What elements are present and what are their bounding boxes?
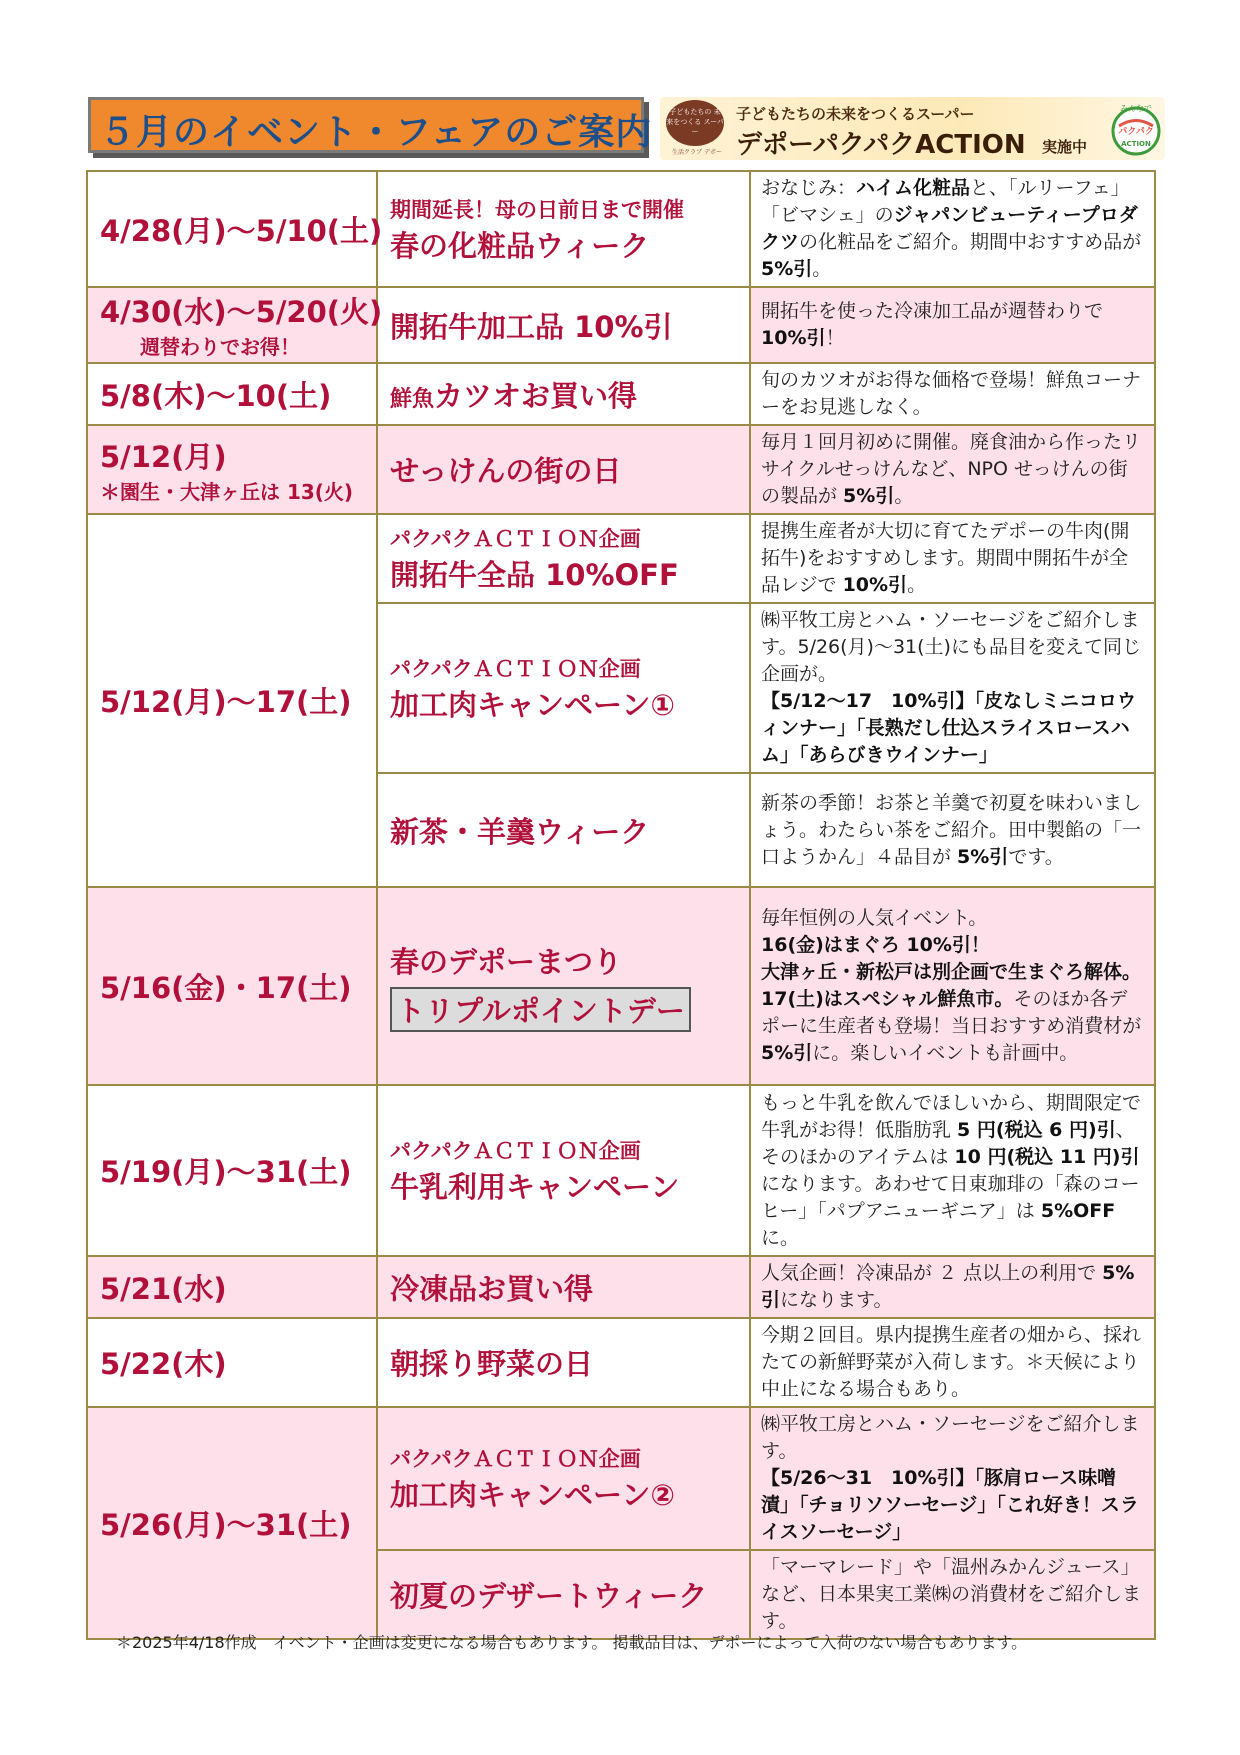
- store-logo: [666, 100, 726, 156]
- date-cell: [87, 171, 383, 287]
- event-name-cell: [377, 287, 750, 363]
- event-date: 4/30(水)～5/20(火): [100, 295, 383, 329]
- event-description: 旬のカツオがお得な価格で登場！鮮魚コーナーをお見逃しなく。: [750, 363, 1155, 425]
- date-cell: [87, 363, 377, 425]
- footer-note: ＊2025年4/18作成 イベント・企画は変更になる場合もあります。 掲載品目は、デポーによって入荷のない場合もあります。: [116, 1633, 1028, 1652]
- event-name-cell: [377, 773, 750, 887]
- event-title: 朝採り野菜の日: [390, 1347, 594, 1381]
- date-cell: [87, 425, 377, 514]
- banner-subtitle: 子どもたちの未来をつくるスーパー: [736, 105, 975, 123]
- event-description: 提携生産者が大切に育てたデポーの牛肉(開拓牛)をおすすめします。期間中開拓牛が全品レジで 10%引。: [750, 514, 1155, 603]
- table-row: [87, 1318, 1155, 1407]
- event-name-cell: [377, 1550, 750, 1639]
- table-row: [87, 1407, 1155, 1550]
- event-title: 春のデポーまつり: [390, 945, 623, 979]
- event-name-cell: [377, 1318, 750, 1407]
- event-date: 4/28(月)～5/10(土): [100, 213, 383, 248]
- event-name-cell: [377, 603, 750, 773]
- event-name-cell: [377, 171, 750, 287]
- icon-mid-text: パクパク: [1118, 127, 1154, 137]
- banner-main-text: デポーパクパクACTION: [736, 130, 1026, 160]
- event-description: 新茶の季節！お茶と羊羹で初夏を味わいましょう。わたらい茶をご紹介。田中製餡の「一口ようかん」４品目が 5%引です。: [750, 773, 1155, 887]
- event-subtitle: パクパクＡＣＴＩＯＮ企画: [390, 1139, 641, 1163]
- page-title-box: [88, 97, 653, 153]
- icon-bottom-text: ACTION: [1121, 140, 1151, 148]
- event-description: もっと牛乳を飲んでほしいから、期間限定で牛乳がお得！低脂肪乳 5 円(税込 6 円)引、そのほかのアイテムは 10 円(税込 11 円)引になります。あわせて日東珈琲の「森のコーヒー」「パプアニューギニア」は 5%OFF に。: [750, 1085, 1155, 1256]
- table-row: [87, 287, 1155, 363]
- date-cell: [87, 1085, 377, 1256]
- table-row: [87, 887, 1155, 1085]
- event-name-cell: [377, 887, 750, 1085]
- event-description: おなじみ：ハイム化粧品と、「ルリーフェ」「ビマシェ」のジャパンビューティープロダクツの化粧品をご紹介。期間中おすすめ品が 5%引。: [750, 171, 1155, 287]
- event-subtitle: パクパクＡＣＴＩＯＮ企画: [390, 527, 641, 551]
- event-title: 開拓牛全品 10%OFF: [390, 558, 679, 592]
- table-row: [87, 1085, 1155, 1256]
- event-title: カツオお買い得: [434, 378, 638, 413]
- paku-paku-action-icon: [1109, 101, 1163, 156]
- event-name-cell: [377, 425, 750, 514]
- event-name-cell: [377, 1085, 750, 1256]
- icon-top-text: みんなで: [1120, 104, 1152, 113]
- event-subtitle: パクパクＡＣＴＩＯＮ企画: [390, 1447, 641, 1471]
- event-date: 5/8(木)～10(土): [100, 378, 332, 413]
- event-title: 春の化粧品ウィーク: [390, 228, 650, 263]
- event-date: 5/16(金)・17(土): [100, 970, 352, 1005]
- event-description: 開拓牛を使った冷凍加工品が週替わりで 10%引！: [750, 287, 1155, 363]
- event-date: 5/12(月)～17(土): [100, 685, 352, 719]
- event-subtitle: 期間延長！母の日前日まで開催: [390, 197, 684, 222]
- event-date: 5/22(木): [100, 1347, 227, 1381]
- event-title: せっけんの街の日: [390, 454, 622, 488]
- campaign-banner: [660, 97, 1165, 160]
- table-row: [87, 425, 1155, 514]
- page-title: ５月のイベント・フェアのご案内: [99, 112, 653, 153]
- event-description: 「マーマレード」や「温州みかんジュース」など、日本果実工業㈱の消費材をご紹介します。: [750, 1550, 1155, 1639]
- date-cell: [87, 514, 377, 887]
- event-date-note: 週替わりでお得！: [140, 335, 300, 359]
- event-name-cell: [377, 1407, 750, 1550]
- store-logo-mark: 子どもたちの 未来をつくる スーパー: [666, 100, 724, 146]
- event-date: 5/19(月)～31(土): [100, 1155, 352, 1189]
- date-cell: [87, 1256, 377, 1318]
- event-description: 毎月１回月初めに開催。廃食油から作ったリサイクルせっけんなど、NPO せっけんの街の製品が 5%引。: [750, 425, 1155, 514]
- event-name-cell: [377, 1256, 750, 1318]
- table-row: [87, 171, 1155, 287]
- table-row: [87, 1256, 1155, 1318]
- event-description: 今期２回目。県内提携生産者の畑から、採れたての新鮮野菜が入荷します。＊天候により中止になる場合もあり。: [750, 1318, 1155, 1407]
- date-cell: [87, 887, 377, 1085]
- event-title: 新茶・羊羹ウィーク: [390, 814, 650, 849]
- event-date-note: ＊園生・大津ヶ丘は 13(火): [100, 479, 354, 504]
- store-logo-caption: 生活クラブ デポー: [672, 149, 722, 156]
- event-description: ㈱平牧工房とハム・ソーセージをご紹介します。 【5/26～31 10%引】「豚肩ロース味噌漬」「チョリソソーセージ」「これ好き！スライスソーセージ」: [750, 1407, 1155, 1550]
- event-name-cell: [377, 514, 750, 603]
- triple-point-badge: トリプルポイントデー: [390, 987, 691, 1032]
- date-cell: [87, 1318, 377, 1407]
- event-description: 人気企画！冷凍品が ２ 点以上の利用で 5%引になります。: [750, 1256, 1155, 1318]
- event-title: 初夏のデザートウィーク: [390, 1579, 708, 1613]
- event-date: 5/26(月)～31(土): [100, 1507, 352, 1542]
- date-cell: [87, 1407, 377, 1639]
- table-row: [87, 514, 1155, 603]
- date-cell: [87, 287, 383, 363]
- event-date: 5/12(月): [100, 439, 227, 474]
- event-table: [86, 170, 1156, 1640]
- event-title: 牛乳利用キャンペーン: [390, 1170, 680, 1204]
- event-title: 加工肉キャンペーン②: [390, 1478, 675, 1512]
- event-date: 5/21(水): [100, 1271, 227, 1306]
- event-title: 開拓牛加工品 10%引: [390, 309, 673, 344]
- event-name-cell: [377, 363, 750, 425]
- event-title-prefix: 鮮魚: [390, 386, 435, 412]
- table-row: [87, 363, 1155, 425]
- banner-tag: 実施中: [1042, 138, 1088, 156]
- event-subtitle: パクパクＡＣＴＩＯＮ企画: [390, 656, 641, 681]
- event-title: 加工肉キャンペーン①: [390, 687, 675, 722]
- event-title: 冷凍品お買い得: [390, 1271, 594, 1306]
- event-description: 毎年恒例の人気イベント。 16(金)はまぐろ 10%引！ 大津ヶ丘・新松戸は別企画で生まぐろ解体。17(土)はスペシャル鮮魚市。そのほか各デポーに生産者も登場！当日おすすめ消費材が 5%引に。楽しいイベントも計画中。: [750, 887, 1155, 1085]
- event-description: ㈱平牧工房とハム・ソーセージをご紹介します。5/26(月)～31(土)にも品目を変えて同じ企画が。 【5/12～17 10%引】「皮なしミニコロウィンナー」「長熟だし仕込スライスロースハム」「あらびきウインナー」: [750, 603, 1155, 773]
